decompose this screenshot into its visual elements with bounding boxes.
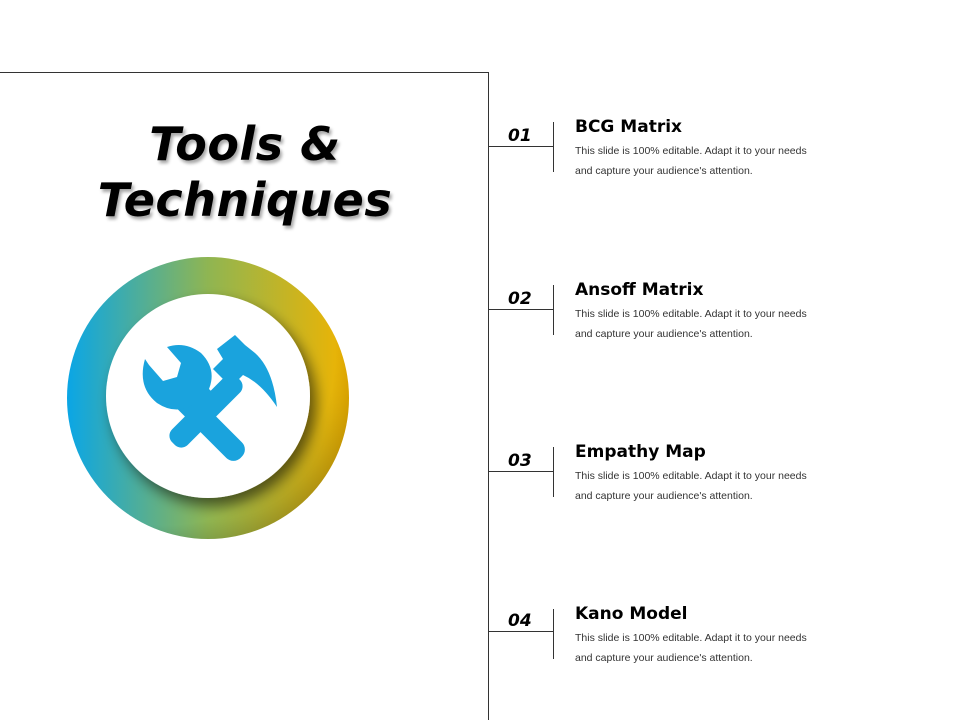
item-1-number: 01 (508, 126, 532, 146)
gradient-ring-graphic (67, 257, 349, 539)
item-4-divider (553, 609, 554, 659)
item-4-number: 04 (508, 611, 532, 631)
list-item-4 (488, 604, 960, 669)
item-3-divider (553, 447, 554, 497)
slide-title (40, 116, 450, 228)
frame-top-border (0, 72, 489, 73)
item-2-divider (553, 285, 554, 335)
item-2-description: This slide is 100% editable. Adapt it to your needs and capture your audience's attention. (575, 308, 807, 340)
item-2-connector (488, 309, 554, 310)
item-3-connector (488, 471, 554, 472)
slide-title-line-1: Tools & (149, 117, 341, 171)
item-4-heading: Kano Model (575, 604, 688, 624)
item-2-number: 02 (508, 289, 532, 309)
item-4-description: This slide is 100% editable. Adapt it to your needs and capture your audience's attention. (575, 632, 807, 664)
slide-title-line-2: Techniques (97, 173, 393, 227)
item-4-connector (488, 631, 554, 632)
item-2-heading: Ansoff Matrix (575, 280, 704, 300)
item-3-heading: Empathy Map (575, 442, 706, 462)
item-1-description: This slide is 100% editable. Adapt it to your needs and capture your audience's attention. (575, 145, 807, 177)
list-item-3 (488, 442, 960, 507)
item-3-number: 03 (508, 451, 532, 471)
list-item-1 (488, 117, 960, 182)
list-item-2 (488, 280, 960, 345)
item-1-connector (488, 146, 554, 147)
gradient-ring (67, 257, 349, 539)
item-3-description: This slide is 100% editable. Adapt it to your needs and capture your audience's attention. (575, 470, 807, 502)
item-1-heading: BCG Matrix (575, 117, 682, 137)
item-1-divider (553, 122, 554, 172)
